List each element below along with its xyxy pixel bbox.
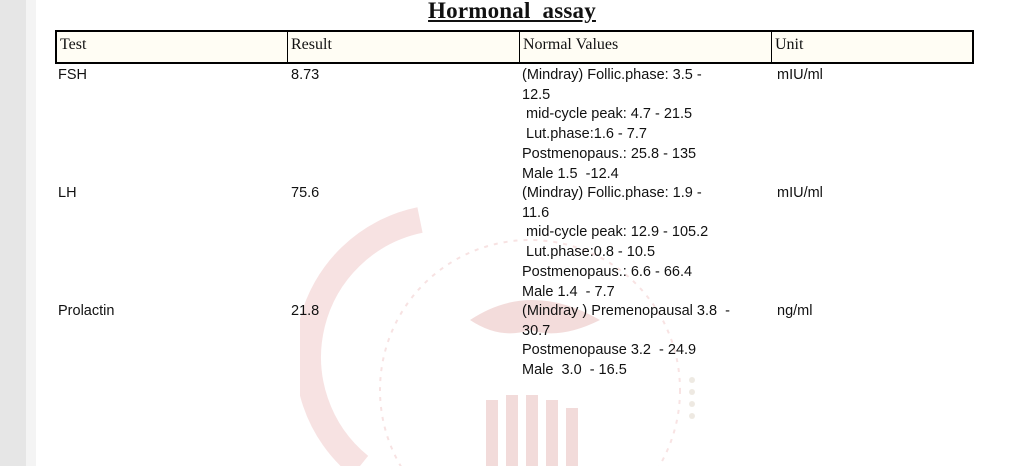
table-header bbox=[55, 30, 974, 64]
header-test: Test bbox=[60, 36, 87, 53]
test-result: 8.73 bbox=[291, 67, 320, 83]
normal-value-line: Male 1.5 -12.4 bbox=[522, 165, 619, 182]
normal-value-line: Male 1.4 - 7.7 bbox=[522, 283, 615, 300]
normal-value-line: Male 3.0 - 16.5 bbox=[522, 362, 627, 379]
normal-value-line: Postmenopaus.: 25.8 - 135 bbox=[522, 145, 697, 162]
header-normal-values: Normal Values bbox=[519, 32, 771, 62]
test-name: LH bbox=[58, 185, 77, 201]
normal-value-line: Lut.phase:1.6 - 7.7 bbox=[522, 126, 647, 143]
left-margin-edge bbox=[26, 0, 36, 466]
normal-value-line: (Mindray) Follic.phase: 1.9 - bbox=[522, 185, 702, 201]
left-margin-strip bbox=[0, 0, 26, 466]
test-result: 21.8 bbox=[291, 303, 320, 319]
normal-value-line: mid-cycle peak: 4.7 - 21.5 bbox=[522, 106, 693, 123]
header-result: Result bbox=[287, 32, 519, 62]
normal-value-line: mid-cycle peak: 12.9 - 105.2 bbox=[522, 224, 709, 241]
test-name: FSH bbox=[58, 67, 87, 83]
normal-value-line: Lut.phase:0.8 - 10.5 bbox=[522, 244, 656, 261]
test-name: Prolactin bbox=[58, 303, 115, 319]
test-unit: ng/ml bbox=[777, 303, 813, 319]
normal-value-line: Postmenopause 3.2 - 24.9 bbox=[522, 342, 697, 359]
normal-value-line: (Mindray ) Premenopausal 3.8 - bbox=[522, 303, 730, 319]
test-result: 75.6 bbox=[291, 185, 320, 201]
normal-value-line: Postmenopaus.: 6.6 - 66.4 bbox=[522, 263, 693, 280]
normal-values bbox=[522, 184, 767, 302]
normal-value-line: 30.7 bbox=[522, 322, 551, 339]
test-unit: mIU/ml bbox=[777, 67, 823, 83]
normal-value-line: 12.5 bbox=[522, 86, 551, 103]
normal-values bbox=[522, 66, 767, 184]
page-title: Hormonal assay bbox=[428, 0, 596, 23]
normal-value-line: (Mindray) Follic.phase: 3.5 - bbox=[522, 67, 702, 83]
test-unit: mIU/ml bbox=[777, 185, 823, 201]
normal-value-line: 11.6 bbox=[522, 204, 550, 221]
header-unit: Unit bbox=[771, 32, 972, 62]
normal-values bbox=[522, 302, 767, 381]
